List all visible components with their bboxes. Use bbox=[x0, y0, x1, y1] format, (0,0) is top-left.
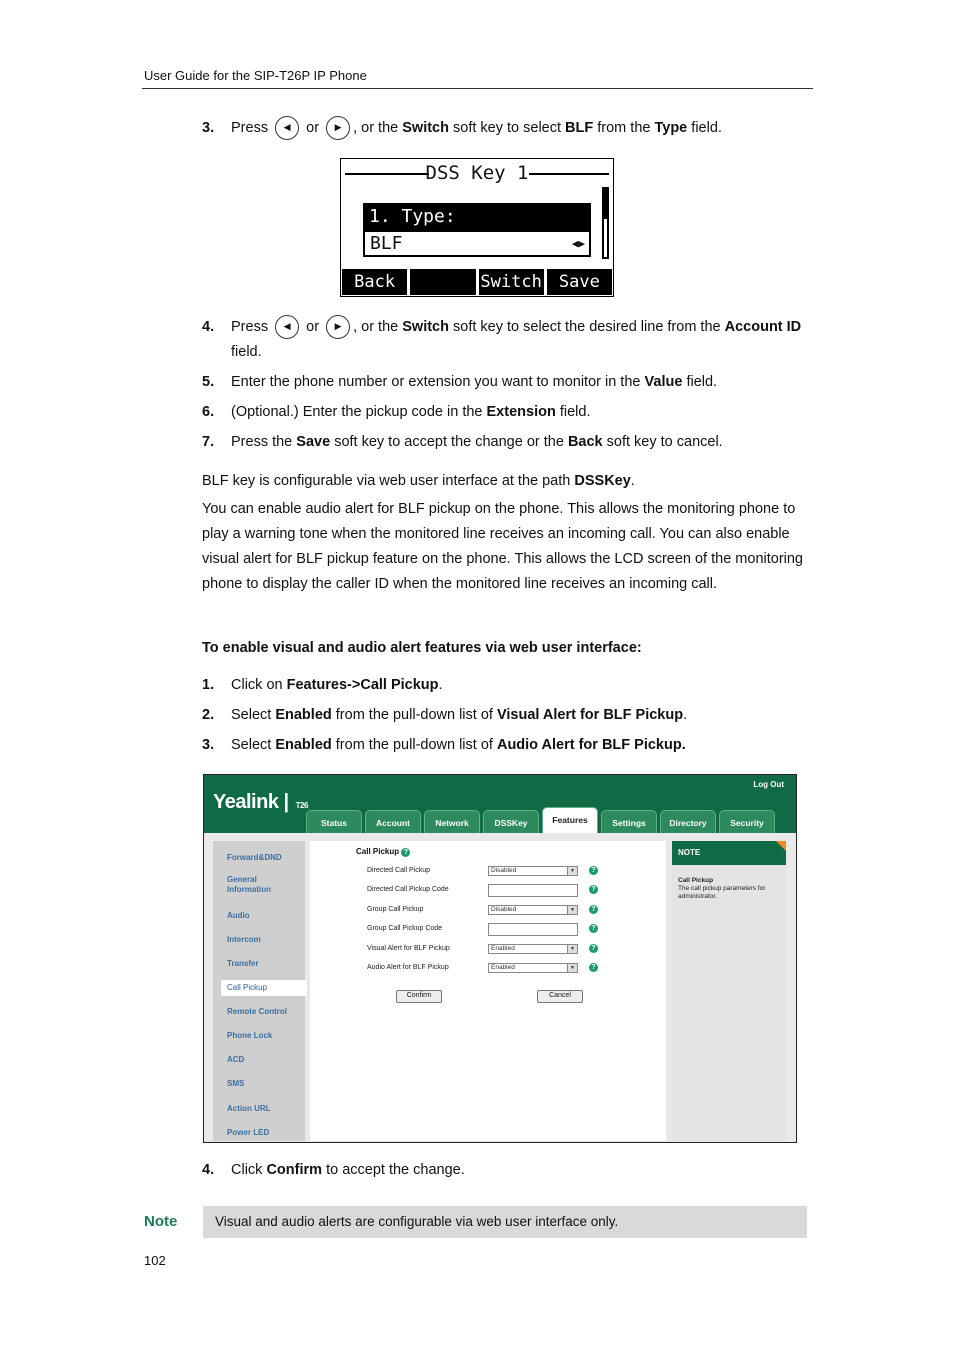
sidebar-item-phone-lock[interactable]: Phone Lock bbox=[227, 1031, 273, 1040]
note-panel-body: Call Pickup The call pickup parameters for administrator. bbox=[678, 877, 766, 900]
directed-call-pickup-select[interactable]: Disabled ▼ bbox=[488, 866, 578, 876]
sidebar-item-acd[interactable]: ACD bbox=[227, 1055, 245, 1064]
note-label: Note bbox=[144, 1213, 178, 1230]
audio-alert-blf-pickup-select[interactable]: Enabled ▼ bbox=[488, 963, 578, 973]
lcd-selected-item: 1. Type: bbox=[363, 203, 591, 230]
right-nav-key-icon: ▶ bbox=[326, 116, 350, 140]
web-sidebar bbox=[213, 841, 305, 1141]
tab-directory[interactable]: Directory bbox=[660, 810, 716, 833]
dropdown-arrow-icon: ▼ bbox=[567, 964, 577, 972]
web-note-panel bbox=[672, 841, 786, 1141]
field-label: Group Call Pickup bbox=[367, 906, 424, 913]
section-title: Call Pickup ? bbox=[356, 847, 410, 857]
paragraph-dsskey-path: BLF key is configurable via web user interface at the path DSSKey. bbox=[202, 473, 635, 489]
softkey-save: Save bbox=[547, 269, 612, 295]
softkey-empty bbox=[410, 269, 475, 295]
softkey-back: Back bbox=[342, 269, 407, 295]
header-rule bbox=[142, 88, 813, 89]
left-nav-key-icon: ◀ bbox=[275, 116, 299, 140]
note-corner-icon bbox=[776, 841, 786, 851]
sidebar-item-remote-control[interactable]: Remote Control bbox=[227, 1007, 287, 1016]
web-tabs bbox=[306, 810, 775, 833]
tab-features[interactable]: Features bbox=[542, 807, 598, 833]
sidebar-item-general-information[interactable]: General Information bbox=[227, 875, 271, 894]
cancel-button[interactable]: Cancel bbox=[537, 990, 583, 1003]
sidebar-item-call-pickup[interactable]: Call Pickup bbox=[221, 980, 307, 996]
web-top-bar bbox=[204, 775, 796, 833]
visual-alert-blf-pickup-select[interactable]: Enabled ▼ bbox=[488, 944, 578, 954]
sidebar-item-audio[interactable]: Audio bbox=[227, 911, 250, 920]
yealink-logo: Yealink | T26 bbox=[213, 791, 308, 813]
dropdown-arrow-icon: ▼ bbox=[567, 945, 577, 953]
tab-security[interactable]: Security bbox=[719, 810, 775, 833]
tab-status[interactable]: Status bbox=[306, 810, 362, 833]
softkey-switch: Switch bbox=[479, 269, 544, 295]
tab-dsskey[interactable]: DSSKey bbox=[483, 810, 539, 833]
right-nav-key-icon: ▶ bbox=[326, 315, 350, 339]
lcd-title: DSS Key 1 bbox=[425, 162, 529, 184]
left-nav-key-icon: ◀ bbox=[275, 315, 299, 339]
page-header: User Guide for the SIP-T26P IP Phone bbox=[144, 68, 367, 83]
procedure-heading: To enable visual and audio alert features via web user interface: bbox=[202, 640, 642, 656]
note-box: Visual and audio alerts are configurable via web user interface only. bbox=[203, 1206, 807, 1238]
step-4-select-account: 4. Press ◀ or ▶ , or the Switch soft key to select the desired line from the Account ID field. bbox=[202, 315, 814, 365]
web-ui-screenshot bbox=[203, 774, 797, 1143]
lcd-scrollbar bbox=[602, 187, 609, 259]
directed-call-pickup-code-input[interactable] bbox=[488, 884, 578, 897]
tab-settings[interactable]: Settings bbox=[601, 810, 657, 833]
field-label: Audio Alert for BLF Pickup bbox=[367, 964, 449, 971]
help-icon[interactable]: ? bbox=[401, 848, 410, 857]
sidebar-item-power-led[interactable]: Power LED bbox=[227, 1128, 270, 1137]
help-icon[interactable]: ? bbox=[589, 866, 598, 875]
group-call-pickup-code-input[interactable] bbox=[488, 923, 578, 936]
field-label: Directed Call Pickup bbox=[367, 867, 431, 874]
logout-link[interactable]: Log Out bbox=[753, 780, 784, 789]
sidebar-item-forward-dnd[interactable]: Forward&DND bbox=[227, 853, 282, 862]
tab-network[interactable]: Network bbox=[424, 810, 480, 833]
tab-account[interactable]: Account bbox=[365, 810, 421, 833]
group-call-pickup-select[interactable]: Disabled ▼ bbox=[488, 905, 578, 915]
field-label: Visual Alert for BLF Pickup bbox=[367, 945, 450, 952]
confirm-button[interactable]: Confirm bbox=[396, 990, 442, 1003]
page-number: 102 bbox=[144, 1253, 166, 1268]
field-label: Directed Call Pickup Code bbox=[367, 886, 449, 893]
dropdown-arrow-icon: ▼ bbox=[567, 906, 577, 914]
field-label: Group Call Pickup Code bbox=[367, 925, 443, 932]
sidebar-item-transfer[interactable]: Transfer bbox=[227, 959, 259, 968]
help-icon[interactable]: ? bbox=[589, 905, 598, 914]
dropdown-arrow-icon: ▼ bbox=[567, 867, 577, 875]
lcd-softkeys bbox=[342, 269, 612, 295]
phone-lcd-screenshot bbox=[340, 158, 614, 297]
sidebar-item-sms[interactable]: SMS bbox=[227, 1079, 245, 1088]
lcd-value-field: BLF ◀▶ bbox=[363, 230, 591, 257]
help-icon[interactable]: ? bbox=[589, 924, 598, 933]
help-icon[interactable]: ? bbox=[589, 944, 598, 953]
help-icon[interactable]: ? bbox=[589, 885, 598, 894]
help-icon[interactable]: ? bbox=[589, 963, 598, 972]
sidebar-item-action-url[interactable]: Action URL bbox=[227, 1104, 271, 1113]
note-panel-header: NOTE bbox=[672, 841, 786, 865]
lcd-left-right-arrows-icon: ◀▶ bbox=[571, 237, 585, 250]
sidebar-item-intercom[interactable]: Intercom bbox=[227, 935, 261, 944]
web-content bbox=[310, 841, 666, 1141]
paragraph-alert-description: You can enable audio alert for BLF pickup on the phone. This allows the monitoring phone to play a warning tone when the monitored line receives an incoming call. You can also enable visual alert for BLF pickup feature on the phone. This allows the LCD screen of the monitoring phone to display the caller ID when the monitored line receives an incoming call. bbox=[202, 501, 803, 592]
